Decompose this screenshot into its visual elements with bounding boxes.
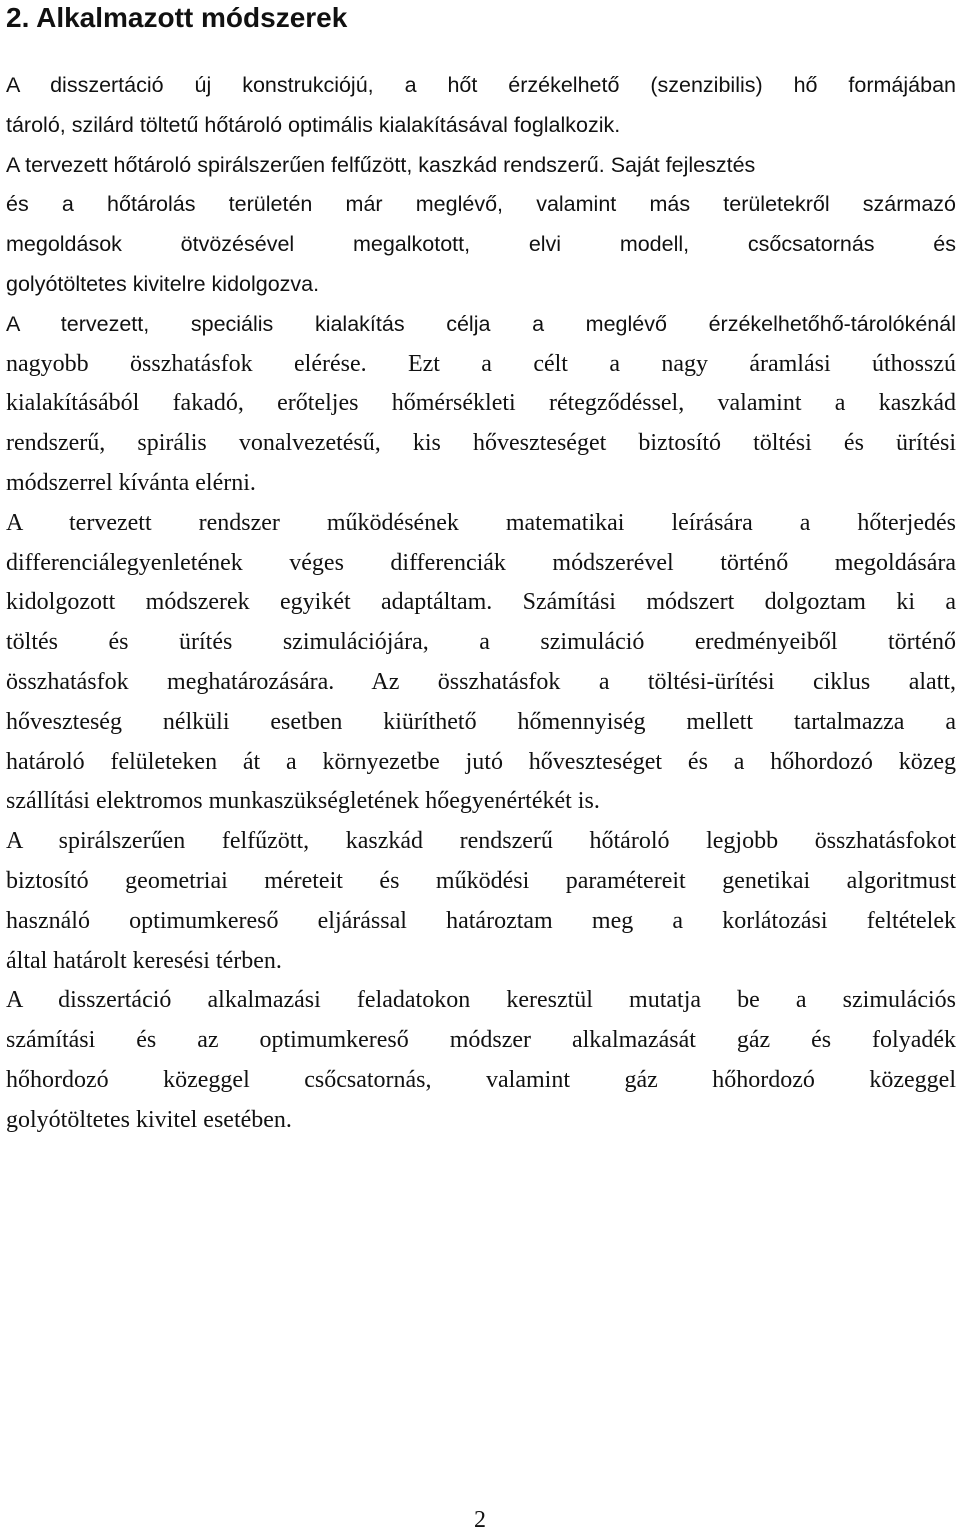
text-line: kialakításából fakadó, erőteljes hőmérsékleti rétegződéssel, valamint a kaszkád — [6, 390, 956, 417]
text-line: golyótöltetes kivitel esetében. — [6, 1106, 292, 1133]
body-text — [6, 66, 956, 1141]
text-line: számítási és az optimumkereső módszer alkalmazását gáz és folyadék — [6, 1027, 956, 1054]
text-line: A disszertáció alkalmazási feladatokon keresztül mutatja be a szimulációs — [6, 987, 956, 1014]
text-line: biztosító geometriai méreteit és működési paramétereit genetikai algoritmust — [6, 867, 956, 894]
paragraph-intro — [6, 66, 956, 305]
section-heading: 2. Alkalmazott módszerek — [6, 2, 348, 33]
text-line: differenciálegyenletének véges differenciák módszerével történő megoldására — [6, 549, 956, 576]
text-line: hőhordozó közeggel csőcsatornás, valamint gáz hőhordozó közeggel — [6, 1066, 956, 1093]
text-line: határoló felületeken át a környezetbe jutó hőveszteséget és a hőhordozó közeg — [6, 748, 956, 775]
text-line: és a hőtárolás területén már meglévő, valamint más területekről származó — [6, 192, 956, 217]
text-line: nagyobb összhatásfok elérése. Ezt a célt a nagy áramlási úthosszú — [6, 350, 956, 377]
text-line: A tervezett, speciális kialakítás célja a meglévő érzékelhetőhő-tárolókénál — [6, 311, 956, 336]
text-line: töltés és ürítés szimulációjára, a szimuláció eredményeiből történő — [6, 629, 956, 656]
text-line: kidolgozott módszerek egyikét adaptáltam. Számítási módszert dolgoztam ki a — [6, 589, 956, 616]
text-line: módszerrel kívánta elérni. — [6, 469, 256, 496]
text-line: A spirálszerűen felfűzött, kaszkád rendszerű hőtároló legjobb összhatásfokot — [6, 828, 956, 855]
text-line: A tervezett rendszer működésének matematikai leírására a hőterjedés — [6, 509, 956, 536]
text-line: megoldások ötvözésével megalkotott, elvi modell, csőcsatornás és — [6, 232, 956, 257]
paragraph-optimization — [6, 822, 956, 981]
text-line: rendszerű, spirális vonalvezetésű, kis hőveszteséget biztosító töltési és ürítési — [6, 430, 956, 457]
paragraph-application — [6, 981, 956, 1140]
paragraph-method — [6, 504, 956, 822]
paragraph-goal — [6, 305, 956, 504]
text-line: szállítási elektromos munkaszükségletének hőegyenértékét is. — [6, 788, 600, 815]
text-line: A disszertáció új konstrukciójú, a hőt érzékelhető (szenzibilis) hő formájában — [6, 73, 956, 97]
text-line: hőveszteség nélküli esetben kiüríthető hőmennyiség mellett tartalmazza a — [6, 708, 956, 735]
text-line: tároló, szilárd töltetű hőtároló optimális kialakításával foglalkozik. — [6, 112, 621, 137]
text-line: használó optimumkereső eljárással határoztam meg a korlátozási feltételek — [6, 907, 956, 934]
page-number: 2 — [474, 1507, 486, 1533]
text-line: golyótöltetes kivitelre kidolgozva. — [6, 271, 320, 296]
text-line: A tervezett hőtároló spirálszerűen felfűzött, kaszkád rendszerű. Saját fejlesztés — [6, 152, 756, 177]
text-line: által határolt keresési térben. — [6, 947, 282, 974]
text-line: összhatásfok meghatározására. Az összhatásfok a töltési-ürítési ciklus alatt, — [6, 668, 956, 695]
